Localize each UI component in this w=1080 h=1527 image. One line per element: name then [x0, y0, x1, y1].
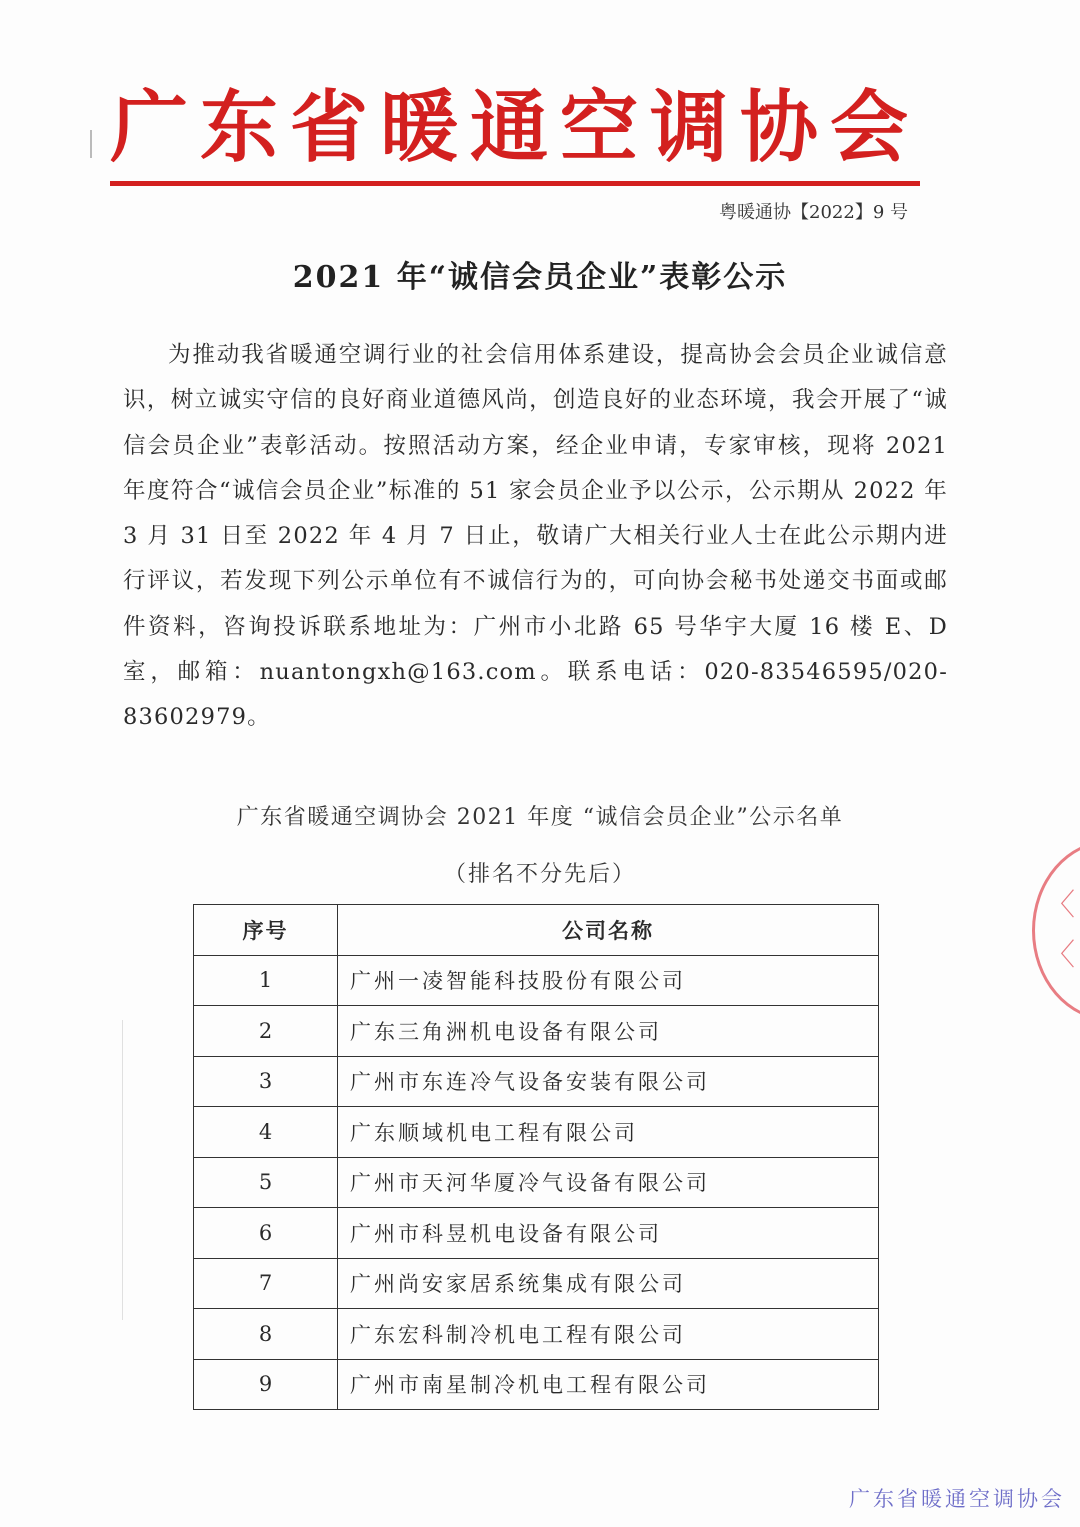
- document-title: 2021 年“诚信会员企业”表彰公示: [292, 260, 788, 295]
- table-row: [194, 1157, 879, 1208]
- row-number: 3: [194, 1056, 338, 1107]
- table-row: [194, 955, 879, 1006]
- company-name: 广州尚安家居系统集成有限公司: [338, 1258, 879, 1309]
- table-row: [194, 1006, 879, 1057]
- list-subtitle: （排名不分先后）: [443, 862, 636, 887]
- watermark: 广东省暖通空调协会: [849, 1487, 1065, 1511]
- table-row: [194, 1107, 879, 1158]
- company-name: 广东顺域机电工程有限公司: [338, 1107, 879, 1158]
- body-paragraph: 为推动我省暖通空调行业的社会信用体系建设，提高协会会员企业诚信意识，树立诚实守信的良好商业道德风尚，创造良好的业态环境，我会开展了“诚信会员企业”表彰活动。按照活动方案，经企业申请，专家审核，现将 2021 年度符合“诚信会员企业”标准的 51 家会员企业予以公示，公示期从 2022 年 3 月 31 日至 2022 年 4 月 7 日止，敬请广大相关行业人士在此公示期内进行评议，若发现下列公示单位有不诚信行为的，可向协会秘书处递交书面或邮件资料，咨询投诉联系地址为：广州市小北路 65 号华宇大厦 16 楼 E、D 室，邮箱：nuantongxh@163.com。联系电话：020-83546595/020-83602979。: [123, 342, 948, 731]
- row-number: 9: [194, 1359, 338, 1410]
- letterhead-red-rule: [110, 181, 920, 186]
- table-header-row: [194, 905, 879, 956]
- table-row: [194, 1359, 879, 1410]
- company-name: 广州市东连冷气设备安装有限公司: [338, 1056, 879, 1107]
- company-name: 广东宏科制冷机电工程有限公司: [338, 1309, 879, 1360]
- table-row: [194, 1258, 879, 1309]
- row-number: 8: [194, 1309, 338, 1360]
- company-name: 广州市天河华厦冷气设备有限公司: [338, 1157, 879, 1208]
- row-number: 2: [194, 1006, 338, 1057]
- seal-fragment-mark: 〈: [1045, 888, 1075, 923]
- row-number: 5: [194, 1157, 338, 1208]
- company-table: [193, 904, 879, 1410]
- row-number: 7: [194, 1258, 338, 1309]
- table-row: [194, 1056, 879, 1107]
- scan-edge-line: [122, 1020, 123, 1320]
- column-header-company-name: 公司名称: [338, 905, 879, 956]
- table-row: [194, 1208, 879, 1259]
- row-number: 1: [194, 955, 338, 1006]
- company-name: 广州一凌智能科技股份有限公司: [338, 955, 879, 1006]
- document-number: 粤暖通协【2022】9 号: [719, 202, 908, 223]
- list-title: 广东省暖通空调协会 2021 年度 “诚信会员企业”公示名单: [236, 805, 844, 830]
- seal-fragment-mark: 〈: [1045, 938, 1075, 973]
- letterhead-title: 广东省暖通空调协会: [110, 83, 921, 173]
- company-name: 广州市科昱机电设备有限公司: [338, 1208, 879, 1259]
- row-number: 4: [194, 1107, 338, 1158]
- company-name: 广东三角洲机电设备有限公司: [338, 1006, 879, 1057]
- row-number: 6: [194, 1208, 338, 1259]
- company-name: 广州市南星制冷机电工程有限公司: [338, 1359, 879, 1410]
- column-header-number: 序号: [194, 905, 338, 956]
- table-row: [194, 1309, 879, 1360]
- margin-mark: [90, 130, 92, 158]
